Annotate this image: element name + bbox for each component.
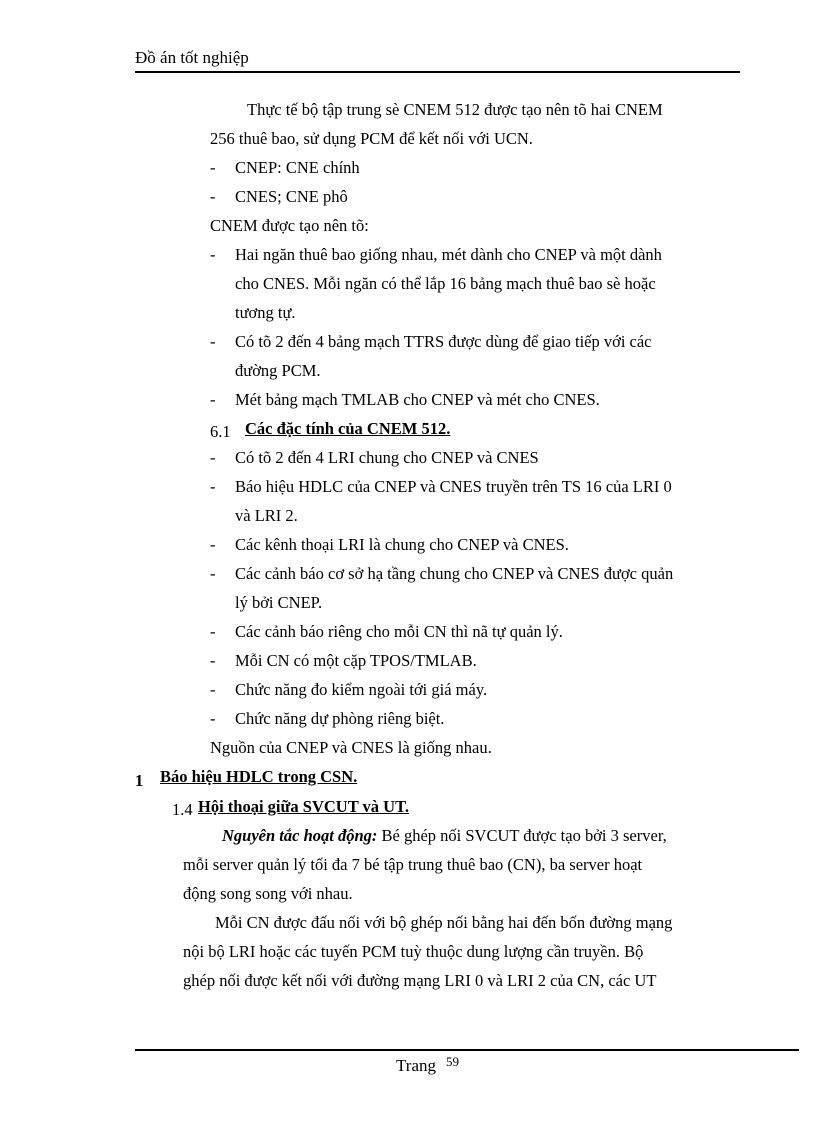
para-4-line-1 [222, 825, 667, 847]
section-heading: Các đặc tính của CNEM 512. [245, 419, 451, 438]
para-4-line-3: động song song với nhau. [183, 884, 353, 903]
para-5-line-1: Mỗi CN được đấu nối với bộ ghép nối bằng hai đến bốn đường mạng [215, 913, 673, 932]
chapter-heading: Báo hiệu HDLC trong CSN. [160, 767, 358, 786]
list-item: Chức năng dự phòng riêng biệt. [235, 709, 445, 728]
bullet-dash: - [210, 332, 216, 351]
list-item-cont: tương tự. [235, 303, 296, 322]
footer-rule [135, 1049, 799, 1051]
bullet-dash: - [210, 709, 216, 728]
bullet-dash: - [210, 680, 216, 699]
bullet-dash: - [210, 245, 216, 264]
list-item: Hai ngăn thuê bao giống nhau, mét dành cho CNEP và một dành [235, 245, 662, 264]
list-item: Chức năng đo kiểm ngoài tới giá máy. [235, 680, 488, 699]
paragraph: CNEM được tạo nên tõ: [210, 216, 369, 235]
page-number: 59 [446, 1054, 459, 1069]
para-5-line-2: nội bộ LRI hoặc các tuyến PCM tuỳ thuộc dung lượng cần truyền. Bộ [183, 942, 644, 961]
bullet-dash: - [210, 390, 216, 409]
para-4-line-2: mỗi server quản lý tối đa 7 bé tập trung thuê bao (CN), ba server hoạt [183, 855, 643, 874]
bullet-dash: - [210, 187, 216, 206]
bullet-dash: - [210, 158, 216, 177]
list-item-cont: cho CNES. Mỗi ngăn có thể lắp 16 bảng mạch thuê bao sè hoặc [235, 274, 656, 293]
bullet-dash: - [210, 564, 216, 583]
list-item-cont: và LRI 2. [235, 506, 298, 525]
section-heading: Hội thoại giữa SVCUT và UT. [198, 797, 409, 816]
bullet-dash: - [210, 622, 216, 641]
para-5-line-3: ghép nối được kết nối với đường mạng LRI 0 và LRI 2 của CN, các UT [183, 971, 657, 990]
list-item: Các cảnh báo riêng cho mỗi CN thì nã tự quản lý. [235, 622, 563, 641]
list-item: Mét bảng mạch TMLAB cho CNEP và mét cho CNES. [235, 390, 600, 409]
footer-label: Trang [396, 1056, 436, 1075]
bullet-dash: - [210, 651, 216, 670]
para-1-line-1: Thực tế bộ tập trung sè CNEM 512 được tạo nên tõ hai CNEM [247, 100, 663, 119]
bullet-dash: - [210, 477, 216, 496]
section-number: 6.1 [210, 422, 231, 441]
list-item: CNEP: CNE chính [235, 158, 360, 177]
chapter-number: 1 [135, 771, 144, 790]
list-item-cont: lý bởi CNEP. [235, 593, 323, 612]
bullet-dash: - [210, 535, 216, 554]
list-item: Các cảnh báo cơ sở hạ tầng chung cho CNEP và CNES được quản [235, 564, 674, 583]
list-item: Có tõ 2 đến 4 LRI chung cho CNEP và CNES [235, 448, 539, 467]
header-rule [135, 71, 740, 73]
list-item: Các kênh thoại LRI là chung cho CNEP và CNES. [235, 535, 569, 554]
para-1-line-2: 256 thuê bao, sử dụng PCM để kết nối với UCN. [210, 129, 533, 148]
running-header: Đồ án tốt nghiệp [135, 48, 249, 67]
bullet-dash: - [210, 448, 216, 467]
section-number: 1.4 [172, 800, 193, 819]
lead-term: Nguyên tắc hoạt động: [222, 826, 378, 845]
list-item: Có tõ 2 đến 4 bảng mạch TTRS được dùng để giao tiếp với các [235, 332, 652, 351]
list-item-cont: đường PCM. [235, 361, 321, 380]
list-item: CNES; CNE phô [235, 187, 348, 206]
list-item: Báo hiệu HDLC của CNEP và CNES truyền trên TS 16 của LRI 0 [235, 477, 672, 496]
list-item: Mỗi CN có một cặp TPOS/TMLAB. [235, 651, 477, 670]
paragraph: Nguồn của CNEP và CNES là giống nhau. [210, 738, 492, 757]
page-footer [396, 1056, 459, 1076]
para-4-text: Bé ghép nối SVCUT được tạo bởi 3 server, [377, 826, 667, 845]
